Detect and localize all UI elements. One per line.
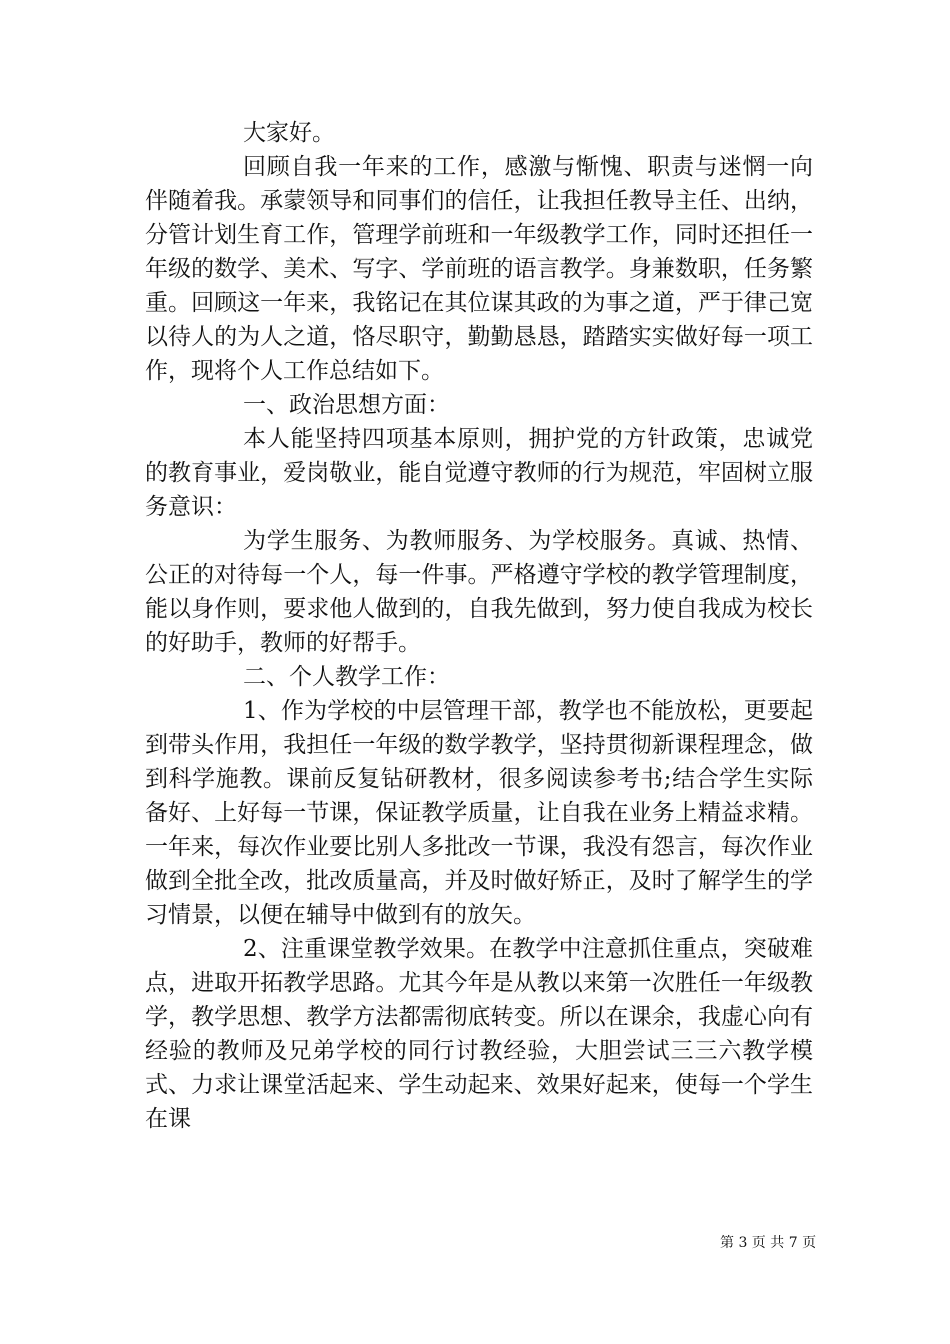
document-body xyxy=(145,116,813,1136)
paragraph-principles: 本人能坚持四项基本原则，拥护党的方针政策，忠诚党的教育事业，爱岗敬业，能自觉遵守教师的行为规范，牢固树立服务意识： xyxy=(145,426,813,520)
paragraph-review-intro: 回顾自我一年来的工作，感激与惭愧、职责与迷惘一向伴随着我。承蒙领导和同事们的信任，让我担任教导主任、出纳，分管计划生育工作，管理学前班和一年级教学工作，同时还担任一年级的数学、美术、写字、学前班的语言教学。身兼数职，任务繁重。回顾这一年来，我铭记在其位谋其政的为事之道，严于律己宽以待人的为人之道，恪尽职守，勤勤恳恳，踏踏实实做好每一项工作，现将个人工作总结如下。 xyxy=(145,154,813,384)
paragraph-teaching-item-2: 2、注重课堂教学效果。在教学中注意抓住重点，突破难点，进取开拓教学思路。尤其今年是从教以来第一次胜任一年级教学，教学思想、教学方法都需彻底转变。所以在课余，我虚心向有经验的教师及兄弟学校的同行讨教经验，大胆尝试三三六教学模式、力求让课堂活起来、学生动起来、效果好起来，使每一个学生在课 xyxy=(145,936,813,1132)
heading-political-thought: 一、政治思想方面： xyxy=(243,392,450,418)
paragraph-service: 为学生服务、为教师服务、为学校服务。真诚、热情、公正的对待每一个人，每一件事。严格遵守学校的教学管理制度，能以身作则，要求他人做到的，自我先做到，努力使自我成为校长的好助手，教师的好帮手。 xyxy=(145,528,813,656)
page-number-footer: 第 3 页 共 7 页 xyxy=(720,1235,817,1251)
heading-personal-teaching: 二、个人教学工作： xyxy=(243,664,450,690)
paragraph-greeting: 大家好。 xyxy=(243,120,335,146)
paragraph-teaching-item-1: 1、作为学校的中层管理干部，教学也不能放松，更要起到带头作用，我担任一年级的数学教学，坚持贯彻新课程理念，做到科学施教。课前反复钻研教材，很多阅读参考书;结合学生实际备好、上好每一节课，保证教学质量，让自我在业务上精益求精。一年来，每次作业要比别人多批改一节课，我没有怨言，每次作业做到全批全改，批改质量高，并及时做好矫正，及时了解学生的学习情景，以便在辅导中做到有的放矢。 xyxy=(145,698,813,928)
